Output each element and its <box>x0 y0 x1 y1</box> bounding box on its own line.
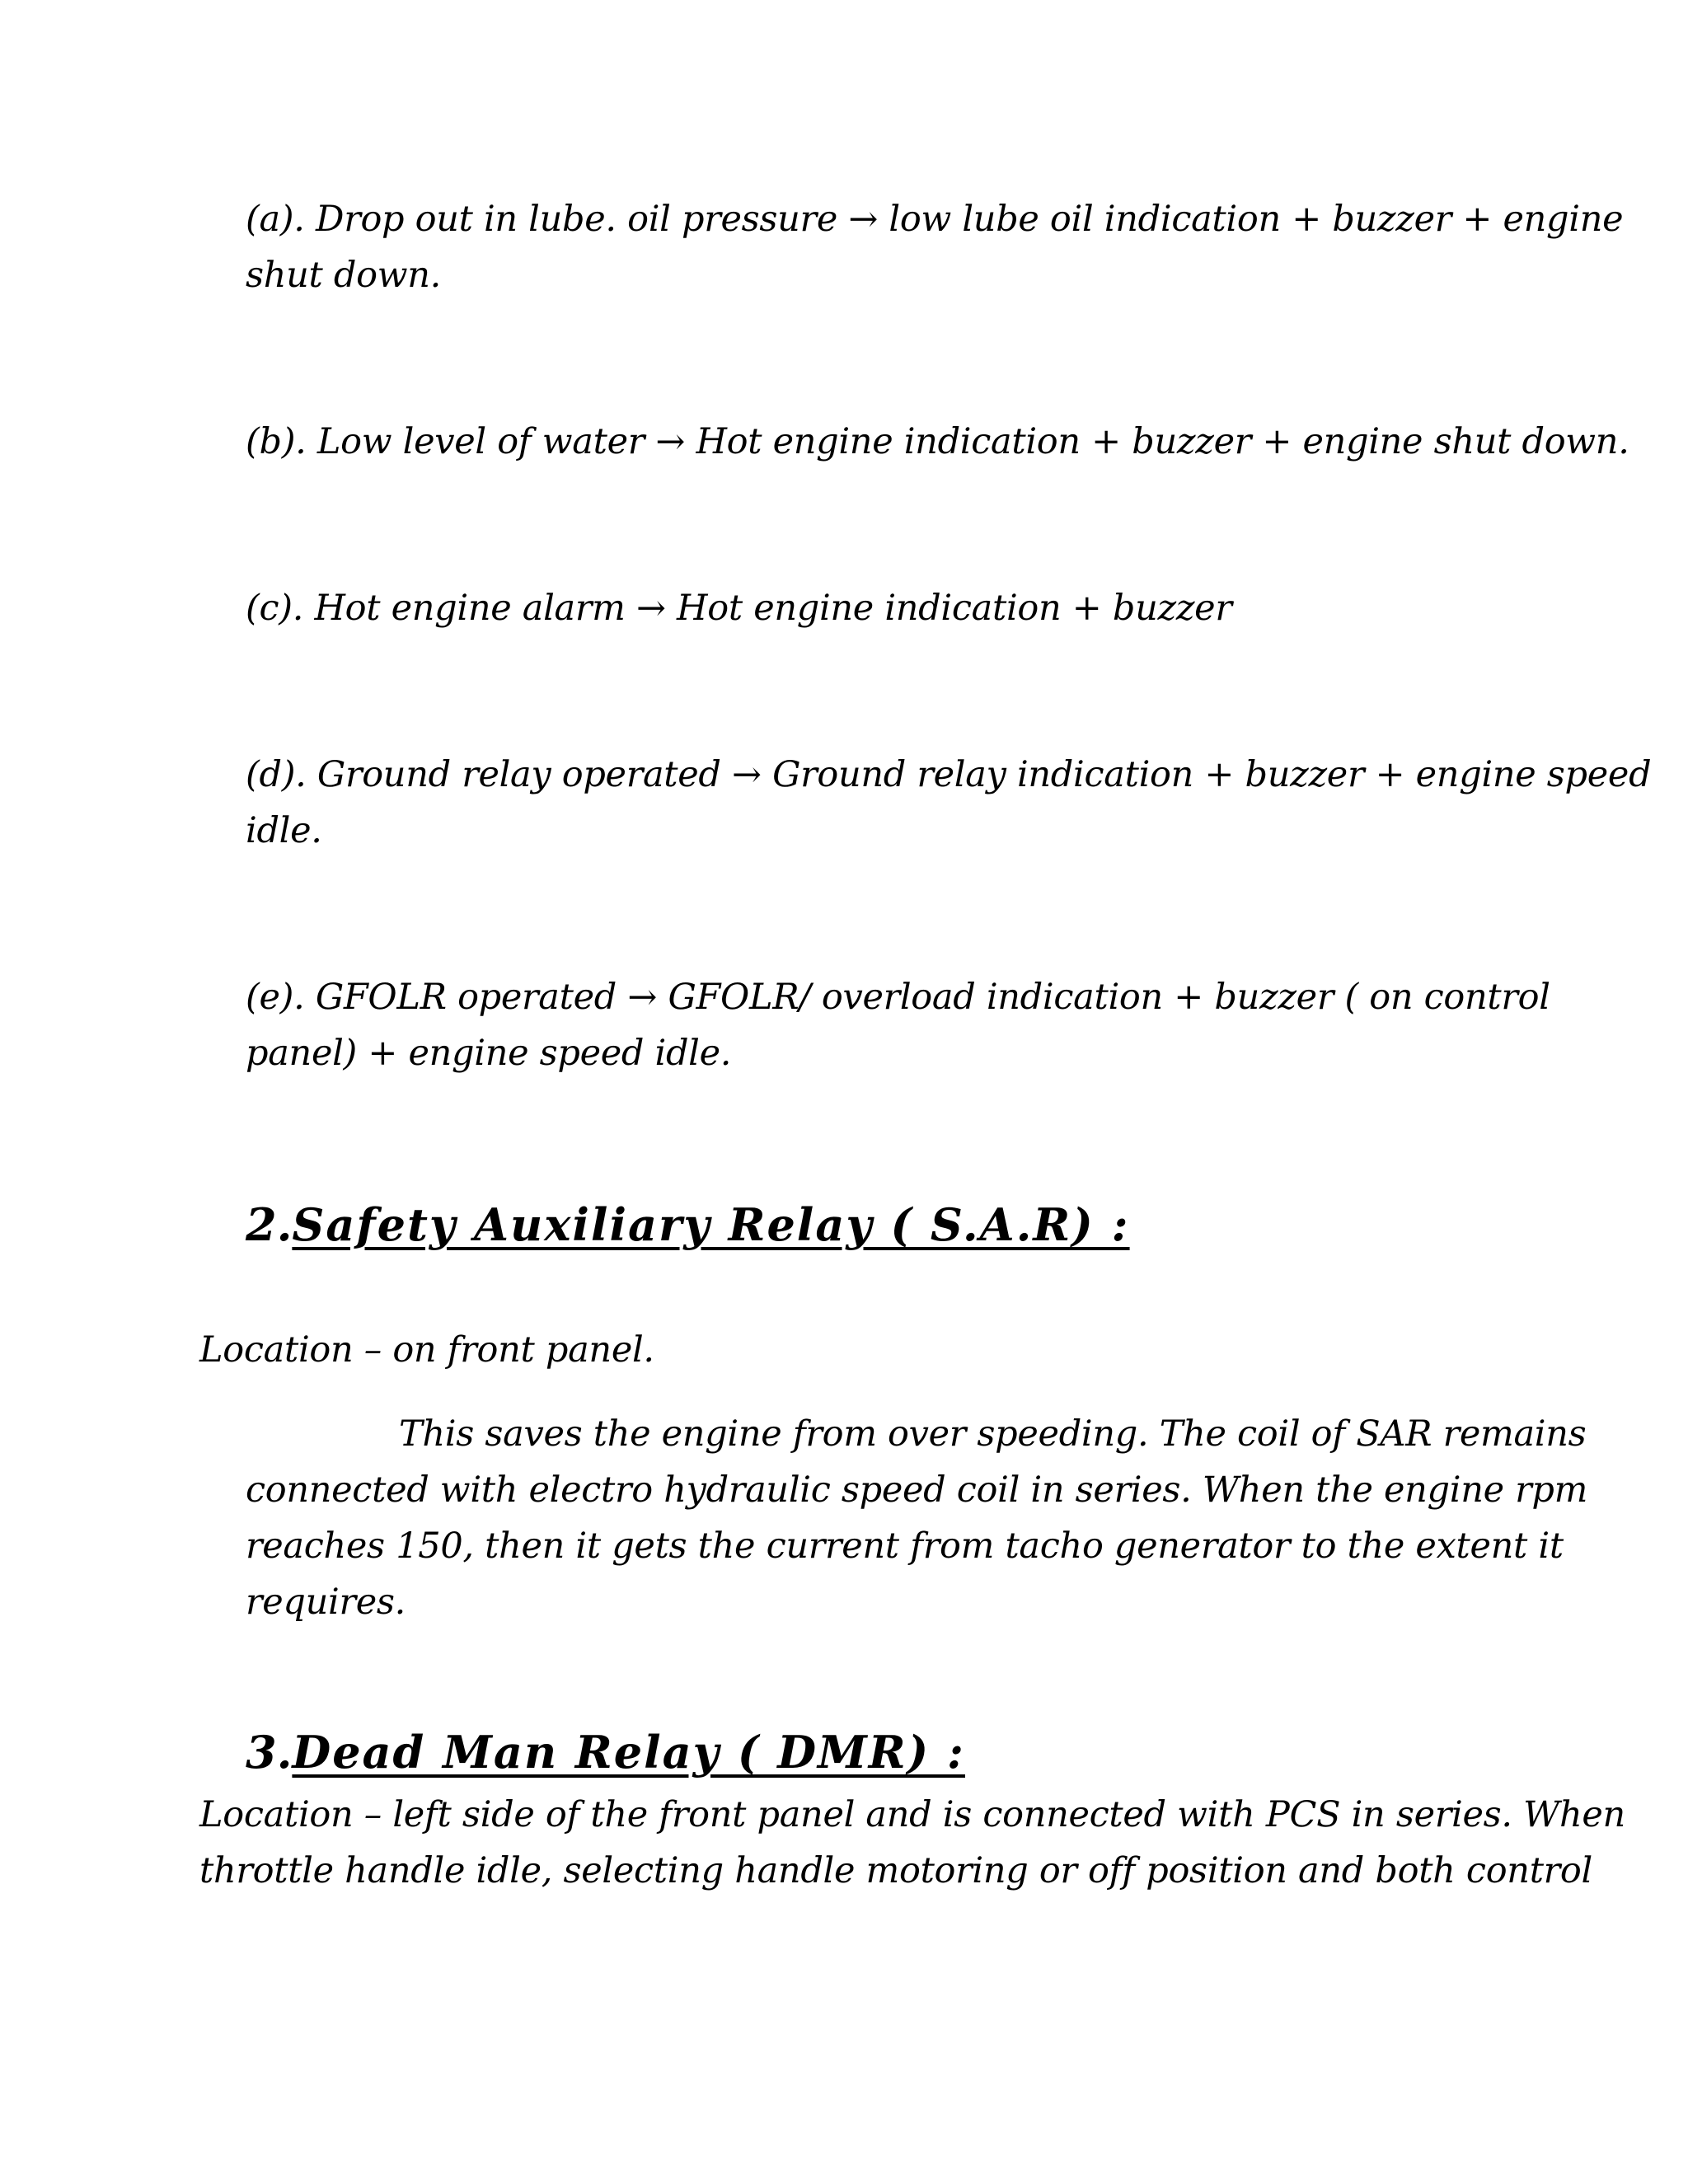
section-2-para-line-2: connected with electro hydraulic speed coil in series. When the engine rpm <box>246 1469 1588 1511</box>
section-3-para-line-1: Location – left side of the front panel and is connected with PCS in series. When <box>199 1794 1625 1835</box>
item-a-line-1: (a). Drop out in lube. oil pressure → low lube oil indication + buzzer + engine <box>246 199 1624 240</box>
item-d-line-1: (d). Ground relay operated → Ground relay indication + buzzer + engine speed <box>246 754 1652 795</box>
section-3-title: Dead Man Relay ( DMR) : <box>292 1726 965 1779</box>
section-2-para-line-1: This saves the engine from over speeding. The coil of SAR remains <box>399 1413 1587 1455</box>
item-c-line-1: (c). Hot engine alarm → Hot engine indication + buzzer <box>246 588 1232 629</box>
section-2-heading <box>246 1192 1130 1258</box>
item-a-line-2: shut down. <box>246 255 441 296</box>
section-3-para-line-2: throttle handle idle, selecting handle motoring or off position and both control <box>199 1850 1592 1891</box>
section-2-para-line-4: requires. <box>246 1582 406 1623</box>
item-b-line-1: (b). Low level of water → Hot engine indication + buzzer + engine shut down. <box>246 421 1629 462</box>
section-3-heading <box>246 1719 965 1785</box>
section-2-para-line-3: reaches 150, then it gets the current from tacho generator to the extent it <box>246 1526 1564 1567</box>
item-e-line-1: (e). GFOLR operated → GFOLR/ overload indication + buzzer ( on control <box>246 977 1550 1018</box>
section-2-location: Location – on front panel. <box>199 1329 654 1371</box>
section-2-title: Safety Auxiliary Relay ( S.A.R) : <box>292 1198 1130 1251</box>
item-e-line-2: panel) + engine speed idle. <box>246 1033 732 1074</box>
section-3-number: 3. <box>246 1726 293 1779</box>
section-2-number: 2. <box>246 1198 293 1251</box>
item-d-line-2: idle. <box>246 810 322 851</box>
